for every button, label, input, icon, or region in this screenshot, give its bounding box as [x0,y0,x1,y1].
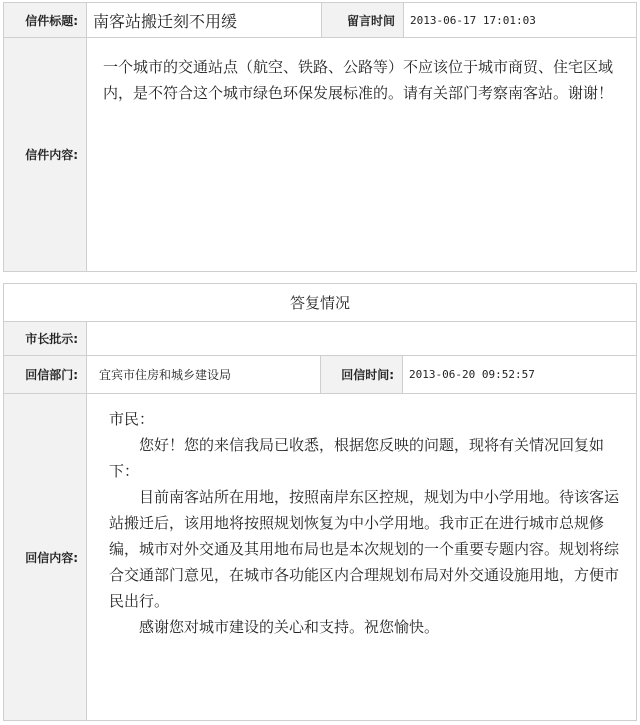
reply-time: 2013-06-20 09:52:57 [403,356,637,394]
reply-greeting: 市民： [109,410,155,428]
letter-title: 南客站搬迁刻不用缓 [87,3,322,38]
mayor-label: 市长批示: [4,322,87,356]
letter-content: 一个城市的交通站点（航空、铁路、公路等）不应该位于城市商贸、住宅区域内，是不符合这个城市绿色环保发展标准的。请有关部门考察南客站。谢谢！ [87,38,637,272]
reply-paragraph: 目前南客站所在用地，按照南岸东区控规，规划为中小学用地。待该客运站搬迁后，该用地将按照规划恢复为中小学用地。我市正在进行城市总规修编，城市对外交通及其用地布局也是本次规划的一个重要专题内容。规划将综合交通部门意见，在城市各功能区内合理规划布局对外交通设施用地，方便市民出行。 [109,488,620,610]
letter-table [3,2,637,272]
reply-content-label: 回信内容: [4,394,87,721]
mayor-value [87,322,637,356]
reply-paragraph: 感谢您对城市建设的关心和支持。祝您愉快。 [139,618,440,636]
reply-paragraph: 您好！您的来信我局已收悉，根据您反映的问题，现将有关情况回复如下： [109,436,605,480]
letter-time: 2013-06-17 17:01:03 [404,3,637,38]
letter-content-label: 信件内容: [4,38,87,272]
reply-content [87,394,637,721]
reply-table [3,283,637,721]
reply-dept-label: 回信部门: [4,356,87,394]
reply-dept: 宜宾市住房和城乡建设局 [87,356,321,394]
letter-title-label: 信件标题: [4,3,87,38]
reply-time-label: 回信时间: [321,356,403,394]
reply-section-title: 答复情况 [4,284,637,322]
letter-time-label: 留言时间 [322,3,404,38]
